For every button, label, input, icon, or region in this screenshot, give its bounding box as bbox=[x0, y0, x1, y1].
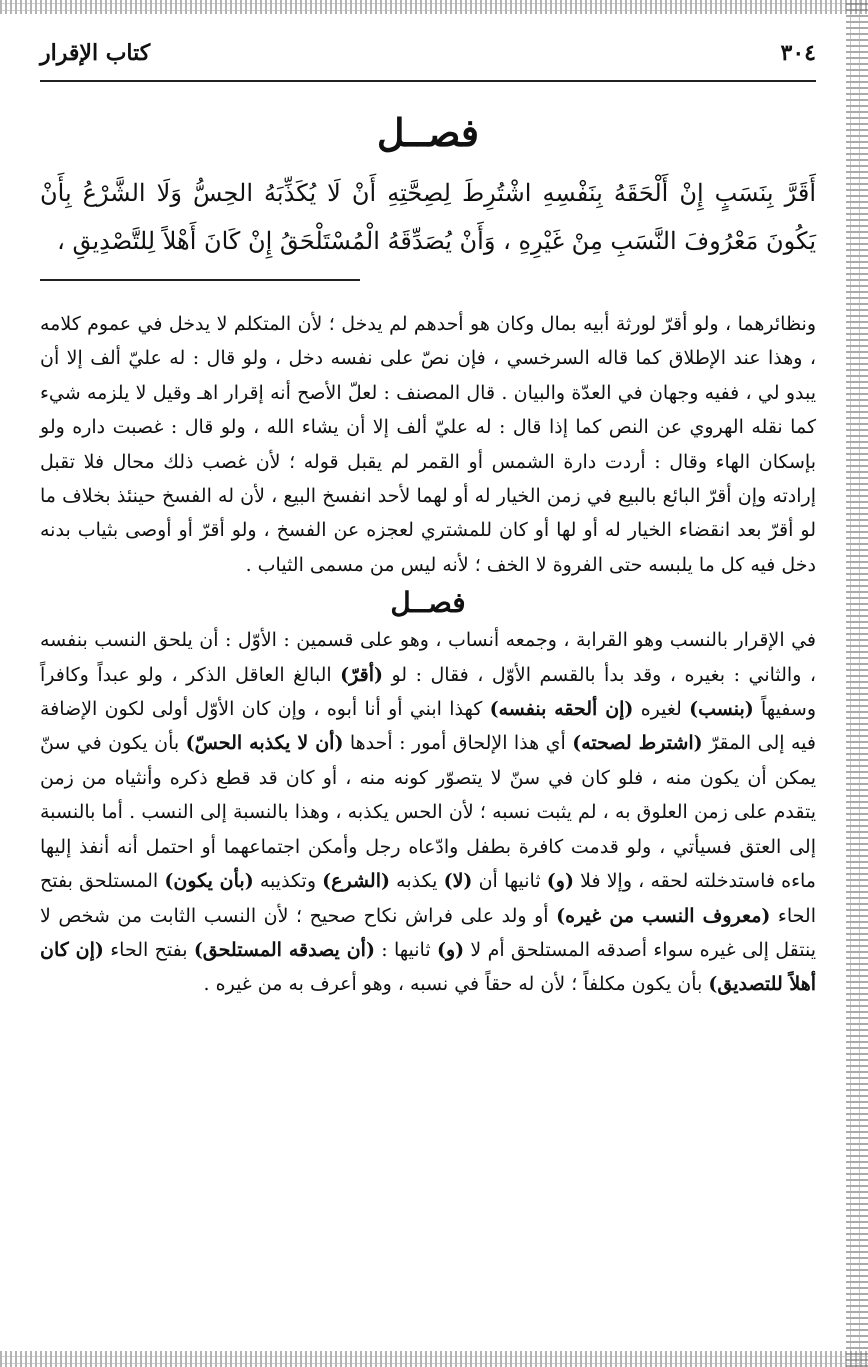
right-ornamental-border bbox=[846, 0, 868, 1367]
quoted-matn: (بنسب) bbox=[689, 698, 754, 721]
running-header bbox=[40, 40, 816, 82]
quoted-matn: (اشترط لصحته) bbox=[572, 732, 703, 755]
quoted-matn: (معروف النسب من غيره) bbox=[556, 904, 771, 927]
top-ornamental-border bbox=[0, 0, 868, 14]
page-number: ٣٠٤ bbox=[780, 40, 816, 66]
quoted-matn: (الشرع) bbox=[322, 870, 390, 893]
quoted-matn: (إن كان أهلاً للتصديق) bbox=[40, 938, 816, 996]
quoted-matn: (أقرّ) bbox=[340, 663, 383, 686]
quoted-matn: (لا) bbox=[443, 870, 473, 893]
matn-text: أَقَرَّ بِنَسَبٍ إِنْ أَلْحَقَهُ بِنَفْسِهِ اشْتُرِطَ لِصِحَّتِهِ أَنْ لَا يُكَذِّبَهُ الحِسُّ وَلَا الشَّرْعُ بِأَنْ يَكُونَ مَعْرُوفَ النَّسَبِ مِنْ غَيْرِهِ ، وَأَنْ يُصَدِّقَهُ الْمُسْتَلْحَقُ إِنْ كَانَ أَهْلاً لِلتَّصْدِيقِ ، bbox=[40, 179, 816, 255]
book-page bbox=[40, 40, 816, 1002]
quoted-matn: (إن ألحقه بنفسه) bbox=[489, 698, 634, 721]
section-heading-1: فصــل bbox=[376, 110, 480, 155]
commentary-text: في الإقرار بالنسب وهو القرابة ، وجمعه أنساب ، وهو على قسمين : الأوّل : أن يلحق النسب بنفسه ، والثاني : بغيره ، وقد بدأ بالقسم الأوّل ، فقال : لو bbox=[40, 629, 817, 686]
commentary-text: لغيره bbox=[633, 698, 690, 721]
commentary-text: كهذا ابني أو أنا أبوه ، وإن كان الأوّل أولى لكون الإضافة فيه إلى المقرّ bbox=[40, 698, 816, 755]
quoted-matn: (بأن يكون) bbox=[164, 870, 254, 893]
section-heading-2: فصــل bbox=[390, 586, 466, 620]
bottom-ornamental-border bbox=[0, 1351, 868, 1367]
commentary-text: بأن يكون مكلفاً ؛ لأن له حقاً في نسبه ، وهو أعرف به من غيره . bbox=[203, 973, 709, 996]
commentary-text: أو ولد على فراش نكاح صحيح ؛ لأن النسب الثابت من شخص لا ينتقل إلى غيره سواء أصدقه المستلحق أم لا bbox=[40, 904, 817, 961]
quoted-matn: (و) bbox=[436, 938, 465, 961]
commentary-text: ثانيها أن bbox=[472, 870, 547, 893]
commentary-text: أي هذا الإلحاق أمور : أحدها bbox=[343, 732, 573, 755]
quoted-matn: (أن لا يكذبه الحسّ) bbox=[185, 732, 344, 755]
commentary-text: بأن يكون في سنّ يمكن أن يكون منه ، فلو كان في سنّ لا يتصوّر كونه منه ، أو كان قد قطع ذكره وأنثياه من زمن يتقدم على زمن العلوق به ، لم يثبت نسبه ؛ لأن الحس يكذبه ، وهذا بالنسبة إلى النسب . أما بالنسبة إلى العتق فسيأتي ، ولو قدمت كافرة بطفل وادّعاه رجل وأمكن اجتماعهما أو احتمل أنه أنفذ إليها ماءه فاستدخلته لحقه ، وإلا فلا bbox=[40, 732, 816, 893]
commentary-text: يكذبه bbox=[390, 870, 444, 893]
commentary-text: ثانيها : bbox=[374, 938, 437, 961]
commentary-text: وتكذيبه bbox=[253, 870, 323, 893]
commentary-paragraph-1: ونظائرهما ، ولو أقرّ لورثة أبيه بمال وكان هو أحدهم لم يدخل ؛ لأن المتكلم لا يدخل في عموم كلامه ، وهذا عند الإطلاق كما قاله السرخسي ، فإن نصّ على نفسه دخل ، ولو قال : له عليّ ألف إلا أن يبدو لي ، ففيه وجهان في العدّة والبيان . قال المصنف : لعلّ الأصح أنه إقرار اهـ وقيل لا يلزمه شيء كما نقله الهروي عن النص كما إذا قال : له عليّ ألف إلا أن يشاء الله ، ولو قال : غصبت داره ولو بإسكان الهاء وقال : أردت دارة الشمس أو القمر لم يقبل قوله ؛ لأن غصب ذلك محال فلا تقبل إرادته وإن أقرّ البائع بالبيع في زمن الخيار له أو لهما لأحد انفسخ البيع ، لأن له الفسخ حينئذ بخلاف ما لو أقرّ بعد انقضاء الخيار له أو لها أو كان للمشتري لعجزه عن الفسخ ، ولو أقرّ أو أوصى بثياب بدنه دخل فيه كل ما يلبسه حتى الفروة لا الخف ؛ لأنه ليس من مسمى الثياب . bbox=[40, 313, 816, 576]
commentary-text: المستلحق بفتح الحاء bbox=[40, 870, 816, 927]
commentary-text: بفتح الحاء bbox=[103, 938, 194, 961]
quoted-matn: (أن يصدقه المستلحق) bbox=[193, 938, 375, 961]
commentary-paragraph-2 bbox=[40, 623, 816, 1001]
quoted-matn: (و) bbox=[546, 870, 574, 893]
commentary-text: البالغ العاقل الذكر ، ولو عبداً وكافراً وسفيهاً bbox=[40, 663, 817, 721]
matn-separator-rule bbox=[40, 279, 360, 281]
book-title: كتاب الإقرار bbox=[40, 40, 151, 66]
